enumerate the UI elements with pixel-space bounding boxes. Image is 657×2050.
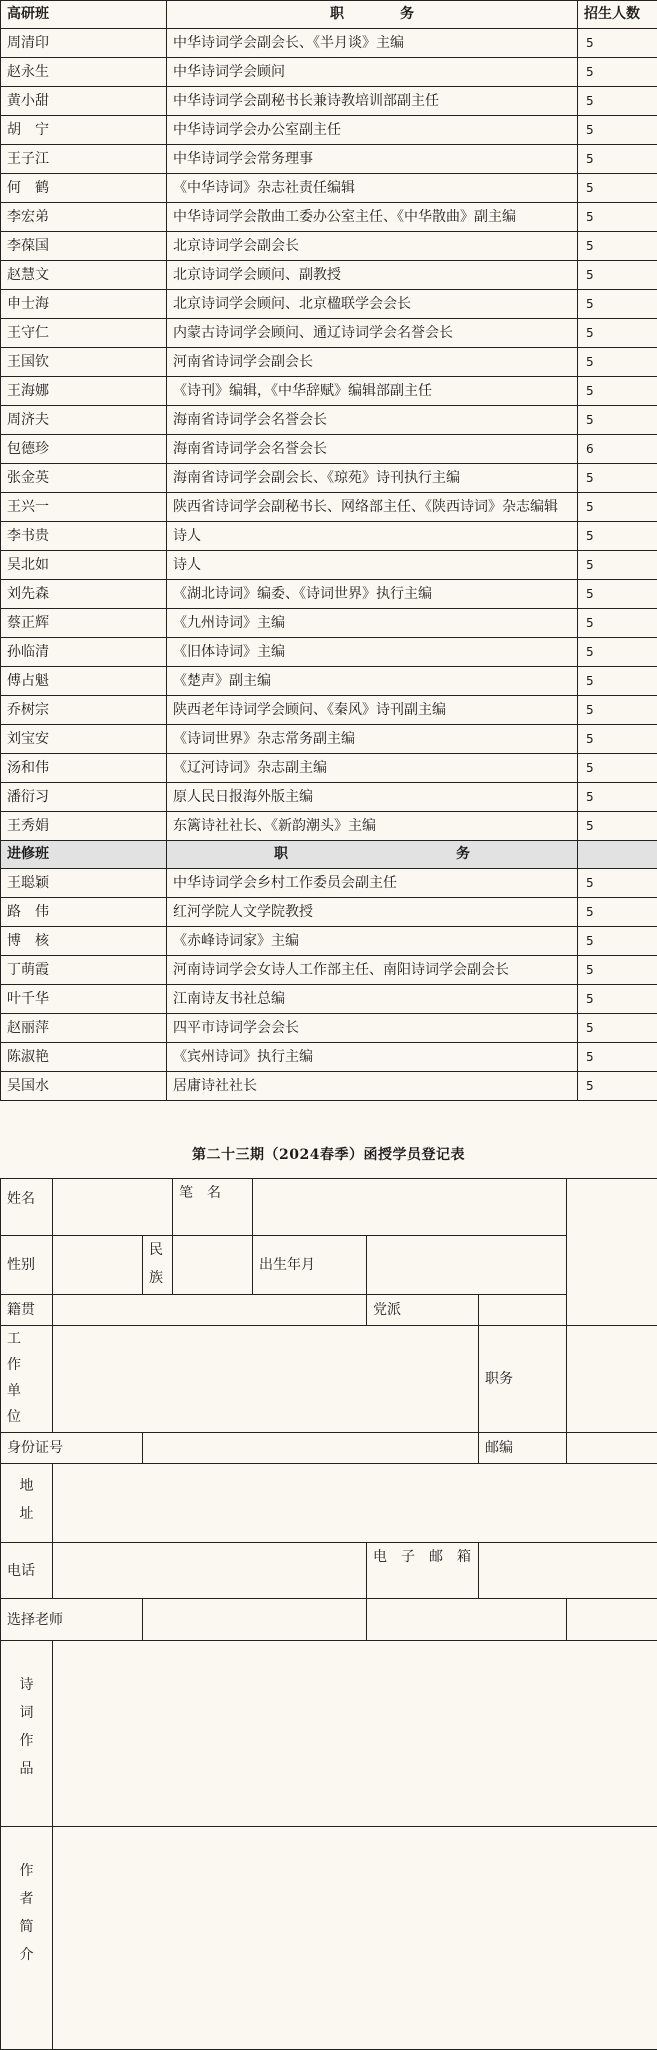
- advanced-row: [1, 232, 657, 261]
- advanced-row: [1, 609, 657, 638]
- teacher-name: 周清印: [1, 29, 167, 58]
- advanced-row: [1, 319, 657, 348]
- teacher-name: 赵丽萍: [1, 1014, 167, 1043]
- teacher-name: 李葆国: [1, 232, 167, 261]
- enroll-count: 5: [578, 1014, 657, 1043]
- birth-label: 出生年月: [253, 1236, 367, 1295]
- teacher-name: 刘宝安: [1, 725, 167, 754]
- teacher-duty: 诗人: [167, 522, 578, 551]
- advanced-row: [1, 638, 657, 667]
- name-label: 姓名: [1, 1179, 53, 1236]
- enroll-count: 5: [578, 29, 657, 58]
- enroll-count: 5: [578, 551, 657, 580]
- enroll-count: 5: [578, 927, 657, 956]
- party-field[interactable]: [479, 1295, 567, 1326]
- enroll-count: 5: [578, 580, 657, 609]
- header-class: 高研班: [1, 1, 167, 29]
- teacher-duty: 《旧体诗词》主编: [167, 638, 578, 667]
- teacher-name: 刘先森: [1, 580, 167, 609]
- photo-box[interactable]: [567, 1179, 657, 1326]
- email-label: 电 子 邮 箱: [367, 1543, 479, 1599]
- teacher-duty: 《九州诗词》主编: [167, 609, 578, 638]
- pen-name-label: 笔 名: [173, 1179, 253, 1236]
- advanced-row: [1, 435, 657, 464]
- advanced-row: [1, 116, 657, 145]
- teacher-choice-1[interactable]: [143, 1599, 367, 1641]
- form-row: [1, 1326, 657, 1433]
- enroll-count: 5: [578, 696, 657, 725]
- teacher-name: 潘衍习: [1, 783, 167, 812]
- form-row: [1, 1433, 657, 1464]
- enroll-count: 5: [578, 319, 657, 348]
- teacher-duty: 河南诗词学会女诗人工作部主任、南阳诗词学会副会长: [167, 956, 578, 985]
- enroll-count: 5: [578, 522, 657, 551]
- gender-field[interactable]: [53, 1236, 143, 1295]
- teacher-duty: 东篱诗社社长、《新韵潮头》主编: [167, 812, 578, 841]
- teacher-duty: 中华诗词学会办公室副主任: [167, 116, 578, 145]
- header-count: [578, 841, 657, 869]
- poems-field[interactable]: [53, 1641, 657, 1827]
- enroll-count: 5: [578, 1072, 657, 1101]
- advanced-row: [1, 406, 657, 435]
- workplace-field[interactable]: [53, 1326, 479, 1433]
- teacher-name: 孙临清: [1, 638, 167, 667]
- enroll-count: 5: [578, 406, 657, 435]
- form-row: [1, 1295, 657, 1326]
- teacher-name: 胡 宁: [1, 116, 167, 145]
- teacher-duty: 《中华诗词》杂志社责任编辑: [167, 174, 578, 203]
- teacher-name: 路 伟: [1, 898, 167, 927]
- teacher-duty: 海南省诗词学会副会长、《琼苑》诗刊执行主编: [167, 464, 578, 493]
- teacher-duty: 中华诗词学会乡村工作委员会副主任: [167, 869, 578, 898]
- teacher-duty: 诗人: [167, 551, 578, 580]
- advanced-row: [1, 203, 657, 232]
- teacher-name: 叶千华: [1, 985, 167, 1014]
- gender-label: 性别: [1, 1236, 53, 1295]
- teacher-name: 王子江: [1, 145, 167, 174]
- refresher-row: [1, 898, 657, 927]
- refresher-row: [1, 985, 657, 1014]
- enroll-count: 5: [578, 232, 657, 261]
- enroll-count: 5: [578, 725, 657, 754]
- refresher-row: [1, 927, 657, 956]
- enroll-count: 5: [578, 261, 657, 290]
- workplace-label: 工 作 单 位: [1, 1326, 53, 1433]
- postcode-label: 邮编: [479, 1433, 567, 1464]
- enroll-count: 5: [578, 145, 657, 174]
- advanced-row: [1, 58, 657, 87]
- enroll-count: 5: [578, 174, 657, 203]
- ethnicity-field[interactable]: [173, 1236, 253, 1295]
- advanced-row: [1, 522, 657, 551]
- teacher-label: 选择老师: [1, 1599, 143, 1641]
- advanced-row: [1, 290, 657, 319]
- header-class: 进修班: [1, 841, 167, 869]
- enroll-count: 5: [578, 985, 657, 1014]
- enroll-count: 5: [578, 87, 657, 116]
- advanced-row: [1, 261, 657, 290]
- enroll-count: 5: [578, 58, 657, 87]
- teacher-duty: 北京诗词学会副会长: [167, 232, 578, 261]
- teacher-duty: 陕西老年诗词学会顾问、《秦风》诗刊副主编: [167, 696, 578, 725]
- enroll-count: 5: [578, 638, 657, 667]
- postcode-field[interactable]: [567, 1433, 657, 1464]
- teacher-name: 吴国水: [1, 1072, 167, 1101]
- teacher-name: 陈淑艳: [1, 1043, 167, 1072]
- advanced-row: [1, 174, 657, 203]
- teacher-name: 王兴一: [1, 493, 167, 522]
- teacher-name: 包德珍: [1, 435, 167, 464]
- teacher-name: 吴北如: [1, 551, 167, 580]
- id-label: 身份证号: [1, 1433, 143, 1464]
- enroll-count: 5: [578, 116, 657, 145]
- teacher-duty: 《诗词世界》杂志常务副主编: [167, 725, 578, 754]
- teacher-duty: 《湖北诗词》编委、《诗词世界》执行主编: [167, 580, 578, 609]
- enroll-count: 5: [578, 464, 657, 493]
- teacher-duty: 原人民日报海外版主编: [167, 783, 578, 812]
- position-field[interactable]: [567, 1326, 657, 1433]
- position-label: 职务: [479, 1326, 567, 1433]
- advanced-row: [1, 696, 657, 725]
- teacher-name: 王海娜: [1, 377, 167, 406]
- teacher-name: 何 鹤: [1, 174, 167, 203]
- birth-field[interactable]: [367, 1236, 567, 1295]
- refresher-row: [1, 956, 657, 985]
- teacher-choice-2[interactable]: [367, 1599, 567, 1641]
- teacher-choice-3[interactable]: [567, 1599, 657, 1641]
- teacher-duty: 红河学院人文学院教授: [167, 898, 578, 927]
- enroll-count: 5: [578, 956, 657, 985]
- table-header-row: [1, 1, 657, 29]
- address-label: 地 址: [1, 1464, 53, 1543]
- advanced-row: [1, 725, 657, 754]
- teacher-duty: 陕西省诗词学会副秘书长、网络部主任、《陕西诗词》杂志编辑: [167, 493, 578, 522]
- header-duty: 职 务: [167, 841, 578, 869]
- teacher-name: 张金英: [1, 464, 167, 493]
- enroll-count: 5: [578, 783, 657, 812]
- id-field[interactable]: [143, 1433, 479, 1464]
- enroll-count: 5: [578, 609, 657, 638]
- teacher-name: 蔡正辉: [1, 609, 167, 638]
- pen-name-field[interactable]: [253, 1179, 567, 1236]
- teacher-duty: 居庸诗社社长: [167, 1072, 578, 1101]
- name-field[interactable]: [53, 1179, 173, 1236]
- teacher-name: 傅占魁: [1, 667, 167, 696]
- enroll-count: 5: [578, 290, 657, 319]
- phone-field[interactable]: [53, 1543, 367, 1599]
- teacher-name: 申士海: [1, 290, 167, 319]
- teacher-name: 汤和伟: [1, 754, 167, 783]
- teacher-duty: 四平市诗词学会会长: [167, 1014, 578, 1043]
- form-row: [1, 1599, 657, 1641]
- teacher-name: 王秀娟: [1, 812, 167, 841]
- header-duty: 职 务: [167, 1, 578, 29]
- teacher-duty: 北京诗词学会顾问、北京楹联学会会长: [167, 290, 578, 319]
- refresher-row: [1, 1072, 657, 1101]
- email-field[interactable]: [479, 1543, 657, 1599]
- teacher-duty: 北京诗词学会顾问、副教授: [167, 261, 578, 290]
- advanced-row: [1, 551, 657, 580]
- phone-label: 电话: [1, 1543, 53, 1599]
- enroll-count: 5: [578, 203, 657, 232]
- teacher-name: 乔树宗: [1, 696, 167, 725]
- advanced-row: [1, 580, 657, 609]
- enroll-count: 5: [578, 812, 657, 841]
- teacher-duty: 中华诗词学会常务理事: [167, 145, 578, 174]
- bio-label: 作 者 简 介: [1, 1827, 53, 2050]
- form-row: [1, 1641, 657, 1827]
- advanced-row: [1, 464, 657, 493]
- party-label: 党派: [367, 1295, 479, 1326]
- form-title: 第二十三期（2024春季）函授学员登记表: [0, 1132, 657, 1178]
- teacher-duty: 《辽河诗词》杂志副主编: [167, 754, 578, 783]
- advanced-row: [1, 812, 657, 841]
- header-count: 招生人数: [578, 1, 657, 29]
- teacher-duty: 海南省诗词学会名誉会长: [167, 406, 578, 435]
- ethnicity-label: 民 族: [143, 1236, 173, 1295]
- teacher-duty: 内蒙古诗词学会顾问、通辽诗词学会名誉会长: [167, 319, 578, 348]
- form-row: [1, 1464, 657, 1543]
- teacher-name: 博 核: [1, 927, 167, 956]
- enroll-count: 5: [578, 377, 657, 406]
- enroll-count: 5: [578, 1043, 657, 1072]
- advanced-row: [1, 29, 657, 58]
- enroll-count: 5: [578, 869, 657, 898]
- teacher-duty: 中华诗词学会散曲工委办公室主任、《中华散曲》副主编: [167, 203, 578, 232]
- form-row: [1, 1827, 657, 2050]
- advanced-row: [1, 377, 657, 406]
- advanced-row: [1, 145, 657, 174]
- enroll-count: 5: [578, 493, 657, 522]
- advanced-row: [1, 783, 657, 812]
- form-row: [1, 1543, 657, 1599]
- form-row: [1, 1179, 657, 1236]
- advanced-row: [1, 754, 657, 783]
- teacher-duty: 《赤峰诗词家》主编: [167, 927, 578, 956]
- enroll-count: 5: [578, 754, 657, 783]
- origin-field[interactable]: [53, 1295, 367, 1326]
- registration-form: [0, 1178, 657, 2050]
- enroll-count: 5: [578, 667, 657, 696]
- teacher-duty: 中华诗词学会副秘书长兼诗教培训部副主任: [167, 87, 578, 116]
- teacher-duty: 海南省诗词学会名誉会长: [167, 435, 578, 464]
- enroll-count: 6: [578, 435, 657, 464]
- teacher-name: 王聪颖: [1, 869, 167, 898]
- advanced-row: [1, 493, 657, 522]
- enroll-count: 5: [578, 898, 657, 927]
- refresher-row: [1, 1043, 657, 1072]
- teacher-duty: 《宾州诗词》执行主编: [167, 1043, 578, 1072]
- form-row: [1, 1236, 657, 1295]
- advanced-row: [1, 348, 657, 377]
- address-field[interactable]: [53, 1464, 657, 1543]
- teacher-duty: 河南省诗词学会副会长: [167, 348, 578, 377]
- refresher-header-row: [1, 841, 657, 869]
- teacher-name: 丁萌霞: [1, 956, 167, 985]
- teacher-duty: 中华诗词学会顾问: [167, 58, 578, 87]
- refresher-row: [1, 1014, 657, 1043]
- teacher-duty: 《楚声》副主编: [167, 667, 578, 696]
- teacher-duty: 《诗刊》编辑，《中华辞赋》编辑部副主任: [167, 377, 578, 406]
- teacher-duty: 中华诗词学会副会长、《半月谈》主编: [167, 29, 578, 58]
- origin-label: 籍贯: [1, 1295, 53, 1326]
- poems-label: 诗 词 作 品: [1, 1641, 53, 1827]
- teacher-name: 赵永生: [1, 58, 167, 87]
- refresher-row: [1, 869, 657, 898]
- teacher-name: 王守仁: [1, 319, 167, 348]
- bio-field[interactable]: [53, 1827, 657, 2050]
- teacher-name: 周济夫: [1, 406, 167, 435]
- teacher-name: 赵慧文: [1, 261, 167, 290]
- advanced-row: [1, 667, 657, 696]
- teacher-name: 李书贵: [1, 522, 167, 551]
- teacher-name: 李宏弟: [1, 203, 167, 232]
- teacher-name: 王国钦: [1, 348, 167, 377]
- teacher-name: 黄小甜: [1, 87, 167, 116]
- spacer: [0, 1101, 657, 1132]
- teacher-duty: 江南诗友书社总编: [167, 985, 578, 1014]
- advanced-row: [1, 87, 657, 116]
- enroll-count: 5: [578, 348, 657, 377]
